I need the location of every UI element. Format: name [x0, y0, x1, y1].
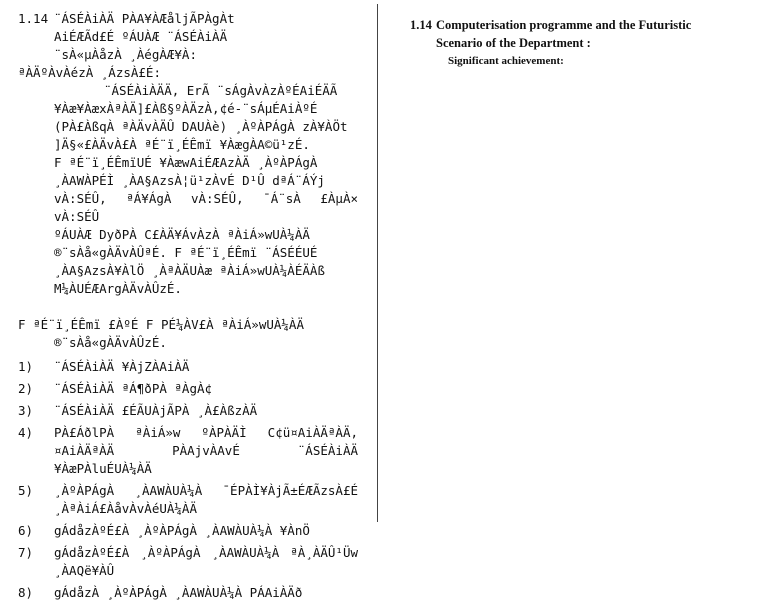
paragraph-line: (PÀ£ÀßqÀ ªÀÄvÀÄÛ DAUÀè) ¸ÀºÀPÁgÀ zÀ¥ÀÖt — [54, 119, 348, 134]
paragraph-line: M¼ÀUÉÆArgÀÄvÀÛzÉ. — [54, 281, 182, 296]
paragraph-line: ¨ÁSÉÀiÀÄÄ, ErÃ ¨sÁgÀvÀzÀºÉAiÉÄÃ — [104, 83, 338, 98]
list-intro-line-1: F ªÉ¨ï¸ÉÊmï £ÀºÉ F PÉ¼ÀV£À ªÀiÁ»wUÀ¼ÀÄ — [18, 317, 304, 332]
column-divider — [377, 4, 378, 522]
paragraph-line: F ªÉ¨ï¸ÉÊmïUÉ ¥ÀæwAiÉÆAzÀÄ ¸ÀºÀPÁgÀ — [54, 155, 318, 170]
english-section-heading — [410, 16, 770, 34]
paragraph-line: ®¨sÀå«gÀÄvÀÛªÉ. F ªÉ¨ï¸ÉÊmï ¨ÁSÉÉUÉ — [54, 245, 318, 260]
english-heading-line-1: Computerisation programme and the Futuristic — [436, 18, 692, 32]
english-heading-line-2: Scenario of the Department : — [436, 36, 591, 50]
kannada-heading-line-1: ¨ÁSÉÀiÀÄ PÀA¥ÀÆåljÃPÀgÀt — [54, 11, 235, 26]
english-subheading: Significant achievement: — [448, 55, 564, 67]
english-column — [410, 16, 770, 70]
list-item: 8) gÁdåzÀ ¸ÀºÀPÁgÀ ¸ÀAWÀUÀ¼À PÁAiÀÄð — [18, 585, 303, 600]
list-item: 6) gÁdåzÀºÉ£À ¸ÀºÀPÁgÀ ¸ÀAWÀUÀ¼À ¥ÀnÖ — [18, 523, 310, 538]
list-item: 4) PÀ£ÁðlPÀ ªÀiÁ»w ºÀPÀÄÌ C¢ü¤AiÀÄªÀÄ, ¤AiÀÄªÀÄ PÀAjvÀAvÉ ¨ÁSÉÀiÀÄ ¥ÀæPÀluÉUÀ¼ÀÄ — [18, 425, 358, 476]
english-section-number: 1.14 — [410, 18, 432, 32]
list-intro-line-2: ®¨sÀå«gÀÄvÀÛzÉ. — [54, 335, 167, 350]
kannada-section-number: 1.14 — [18, 11, 49, 26]
kannada-item-list — [18, 358, 358, 602]
list-item: 5) ¸ÀºÀPÁgÀ ¸ÀAWÀUÀ¼À ¯ÉPÀÌ¥ÀjÃ±ÉÆÃzsÀ£É ¸ÀªÀiÁ£ÀåvÀvÀéUÀ¼ÀÄ — [18, 483, 358, 516]
kannada-subheading: ªÀÄºÀvÀézÀ ¸ÁzsÀ£É: — [18, 65, 161, 80]
kannada-heading-line-2: AiÉÆÃd£É ºÁUÀÆ ¨ÁSÉÀiÀÄ — [54, 29, 228, 44]
paragraph-line: ]Ä§«£ÀÄvÀ£À ªÉ¨ï¸ÉÊmï ¥ÀægÀA©ü¹zÉ. — [54, 137, 310, 152]
list-item: 3) ¨ÁSÉÀiÀÄ £ÉÃUÀjÃPÀ ¸À£ÀßzÀÄ — [18, 403, 258, 418]
list-item: 2) ¨ÁSÉÀiÀÄ ªÁ¶ðPÀ ªÀgÀ¢ — [18, 381, 213, 396]
kannada-paragraph — [18, 82, 358, 298]
paragraph-line: vÀ:SÉÛ, ªÁ¥ÁgÀ vÀ:SÉÛ, ¯Á¨sÀ £ÀµÀ× vÀ:SÉÛ — [54, 191, 358, 224]
kannada-heading-line-3: ¨sÀ«µÀåzÀ ¸ÀégÀÆ¥À: — [54, 47, 197, 62]
paragraph-line: ¸ÀA§AzsÀ¥ÀlÖ ¸ÀªÀÄUÀæ ªÀiÁ»wUÀ¼ÀÉÄÀß — [54, 263, 325, 278]
list-item: 7) gÁdåzÀºÉ£À ¸ÀºÀPÁgÀ ¸ÀAWÀUÀ¼À ªÀ¸ÀÄÛ¹Üw ¸ÀAQë¥ÀÛ — [18, 545, 358, 578]
paragraph-line: ºÁUÀÆ DyðPÀ C£ÀÄ¥ÁvÀzÀ ªÀiÁ»wUÀ¼ÀÄ — [54, 227, 310, 242]
paragraph-line: ¸ÀAWÀPÉÌ ¸ÀA§AzsÀ¦ü¹zÀvÉ D¹Û dªÁ¨ÁÝj — [54, 173, 325, 188]
kannada-column — [18, 10, 358, 606]
paragraph-line: ¥Àæ¥ÀæxÀªÀÄ]£Àß§ºÀÄzÀ,¢é-¨sÁµÉAiÀºÉ — [54, 101, 318, 116]
kannada-section-heading — [18, 10, 358, 28]
list-item: 1) ¨ÁSÉÀiÀÄ ¥ÀjZÀAiÀÄ — [18, 359, 190, 374]
